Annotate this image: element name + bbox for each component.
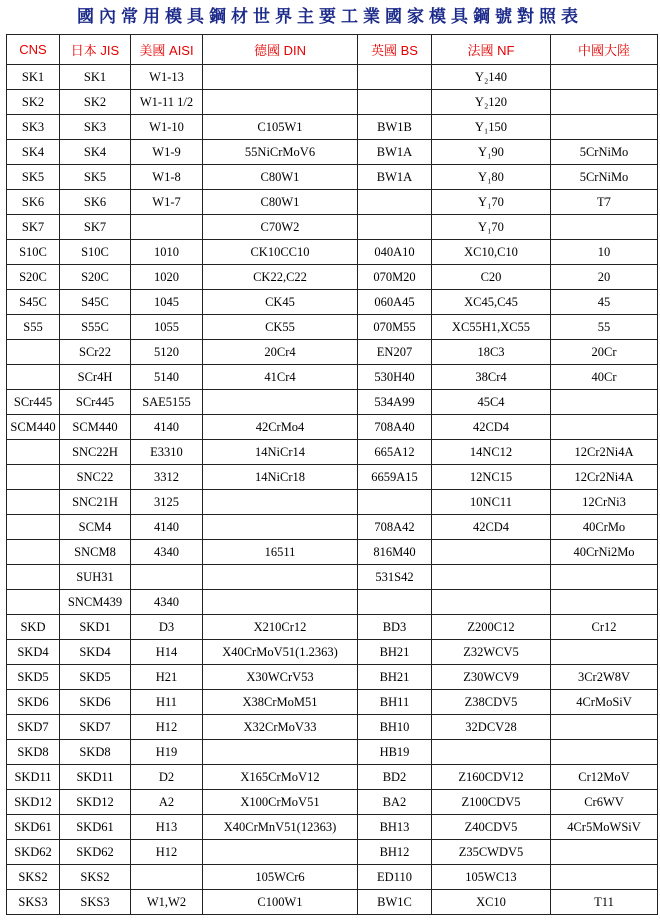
cell-aisi: 4140	[131, 515, 203, 540]
cell-bs: 070M20	[358, 265, 432, 290]
cell-aisi: A2	[131, 790, 203, 815]
cell-jis: SKD12	[60, 790, 131, 815]
cell-cns: S55	[7, 315, 60, 340]
cell-bs: 530H40	[358, 365, 432, 390]
cell-din: 20Cr4	[203, 340, 358, 365]
cell-china: Cr12	[551, 615, 658, 640]
table-row	[7, 515, 658, 540]
cell-china: 10	[551, 240, 658, 265]
cell-china	[551, 590, 658, 615]
cell-din: X30WCrV53	[203, 665, 358, 690]
table-row	[7, 65, 658, 90]
cell-jis: SNC22H	[60, 440, 131, 465]
table-row	[7, 265, 658, 290]
header-china: 中國大陸	[551, 35, 658, 65]
cell-aisi: 4340	[131, 540, 203, 565]
cell-cns: SKD	[7, 615, 60, 640]
cell-jis: SKD62	[60, 840, 131, 865]
cell-nf: XC55H1,XC55	[432, 315, 551, 340]
cell-din: 16511	[203, 540, 358, 565]
cell-din	[203, 565, 358, 590]
cell-china: T7	[551, 190, 658, 215]
cell-cns	[7, 440, 60, 465]
table-row	[7, 415, 658, 440]
table-row	[7, 340, 658, 365]
header-din: 德國 DIN	[203, 35, 358, 65]
cell-aisi: D2	[131, 765, 203, 790]
cell-china	[551, 840, 658, 865]
cell-bs: BD2	[358, 765, 432, 790]
cell-bs: BW1C	[358, 890, 432, 915]
cell-jis: SKD6	[60, 690, 131, 715]
table-row	[7, 90, 658, 115]
cell-nf: 14NC12	[432, 440, 551, 465]
cell-aisi: 4140	[131, 415, 203, 440]
cell-jis: SKD4	[60, 640, 131, 665]
cell-bs: BH12	[358, 840, 432, 865]
cell-jis: SKD11	[60, 765, 131, 790]
cell-din: 105WCr6	[203, 865, 358, 890]
cell-nf: XC45,C45	[432, 290, 551, 315]
cell-nf: C20	[432, 265, 551, 290]
cell-china: 20Cr	[551, 340, 658, 365]
cell-aisi: W1-11 1/2	[131, 90, 203, 115]
cell-cns: S45C	[7, 290, 60, 315]
header-bs: 英國 BS	[358, 35, 432, 65]
cell-cns	[7, 465, 60, 490]
cell-nf: Z100CDV5	[432, 790, 551, 815]
cell-aisi: 1020	[131, 265, 203, 290]
cell-china: 55	[551, 315, 658, 340]
cell-din	[203, 840, 358, 865]
cell-cns	[7, 540, 60, 565]
cell-cns: SKD12	[7, 790, 60, 815]
cell-cns	[7, 490, 60, 515]
cell-din: 14NiCr18	[203, 465, 358, 490]
cell-cns: SK6	[7, 190, 60, 215]
cell-aisi: H11	[131, 690, 203, 715]
cell-jis: SNCM439	[60, 590, 131, 615]
cell-aisi: SAE5155	[131, 390, 203, 415]
table-row	[7, 565, 658, 590]
cell-aisi: 4340	[131, 590, 203, 615]
cell-din	[203, 590, 358, 615]
cell-bs: 070M55	[358, 315, 432, 340]
page-title: 國內常用模具鋼材世界主要工業國家模具鋼號對照表	[77, 7, 583, 27]
cell-din: C80W1	[203, 190, 358, 215]
cell-cns: SK2	[7, 90, 60, 115]
table-row	[7, 440, 658, 465]
cell-china: 12Cr2Ni4A	[551, 465, 658, 490]
cell-nf: 42CD4	[432, 515, 551, 540]
cell-aisi: H13	[131, 815, 203, 840]
cell-bs: BW1B	[358, 115, 432, 140]
cell-bs: BH11	[358, 690, 432, 715]
cell-jis: S55C	[60, 315, 131, 340]
cell-china: 12Cr2Ni4A	[551, 440, 658, 465]
cell-din: C105W1	[203, 115, 358, 140]
cell-china	[551, 565, 658, 590]
cell-jis: SCr22	[60, 340, 131, 365]
cell-cns: SK3	[7, 115, 60, 140]
cell-cns: SKD6	[7, 690, 60, 715]
cell-china: 5CrNiMo	[551, 165, 658, 190]
cell-bs: BH21	[358, 665, 432, 690]
cell-bs: 534A99	[358, 390, 432, 415]
table-row	[7, 815, 658, 840]
cell-nf: Z160CDV12	[432, 765, 551, 790]
cell-din: CK22,C22	[203, 265, 358, 290]
cell-bs: BW1A	[358, 140, 432, 165]
cell-din	[203, 740, 358, 765]
cell-china: 4Cr5MoWSiV	[551, 815, 658, 840]
table-row	[7, 190, 658, 215]
cell-bs: 665A12	[358, 440, 432, 465]
cell-aisi: W1-8	[131, 165, 203, 190]
cell-nf	[432, 565, 551, 590]
table-row	[7, 640, 658, 665]
cell-china	[551, 390, 658, 415]
cell-china: 40CrMo	[551, 515, 658, 540]
cell-cns: SKD4	[7, 640, 60, 665]
cell-nf	[432, 540, 551, 565]
cell-cns: SK7	[7, 215, 60, 240]
header-aisi: 美國 AISI	[131, 35, 203, 65]
cell-china	[551, 640, 658, 665]
cell-jis: S10C	[60, 240, 131, 265]
cell-nf: XC10	[432, 890, 551, 915]
cell-din: X210Cr12	[203, 615, 358, 640]
cell-aisi: 3312	[131, 465, 203, 490]
cell-nf: Z200C12	[432, 615, 551, 640]
cell-aisi	[131, 565, 203, 590]
cell-jis: SCr445	[60, 390, 131, 415]
cell-china: T11	[551, 890, 658, 915]
cell-cns	[7, 565, 60, 590]
cell-bs: 531S42	[358, 565, 432, 590]
cell-jis: SK3	[60, 115, 131, 140]
cell-bs: 708A42	[358, 515, 432, 540]
cell-china: 12CrNi3	[551, 490, 658, 515]
cell-aisi: H14	[131, 640, 203, 665]
cell-china	[551, 90, 658, 115]
cell-cns: SKD11	[7, 765, 60, 790]
cell-cns	[7, 340, 60, 365]
table-row	[7, 840, 658, 865]
table-row	[7, 365, 658, 390]
table-row	[7, 390, 658, 415]
cell-china	[551, 740, 658, 765]
cell-jis: SKD1	[60, 615, 131, 640]
cell-china: 20	[551, 265, 658, 290]
cell-aisi	[131, 865, 203, 890]
table-body	[7, 65, 658, 915]
cell-din: 14NiCr14	[203, 440, 358, 465]
cell-jis: S45C	[60, 290, 131, 315]
cell-din: X100CrMoV51	[203, 790, 358, 815]
cell-bs: EN207	[358, 340, 432, 365]
cell-bs: BW1A	[358, 165, 432, 190]
cell-nf: Y₁80	[432, 165, 551, 190]
cell-aisi: W1-10	[131, 115, 203, 140]
cell-bs: BA2	[358, 790, 432, 815]
cell-din: X40CrMnV51(12363)	[203, 815, 358, 840]
cell-nf: 12NC15	[432, 465, 551, 490]
cell-din: CK10CC10	[203, 240, 358, 265]
cell-din: X40CrMoV51(1.2363)	[203, 640, 358, 665]
cell-china	[551, 415, 658, 440]
table-row	[7, 890, 658, 915]
cell-cns: SKD8	[7, 740, 60, 765]
cell-din: C70W2	[203, 215, 358, 240]
cell-din: 42CrMo4	[203, 415, 358, 440]
cell-aisi: D3	[131, 615, 203, 640]
table-row	[7, 765, 658, 790]
cell-bs: BH21	[358, 640, 432, 665]
cell-china: 5CrNiMo	[551, 140, 658, 165]
cell-nf: Y₁150	[432, 115, 551, 140]
cell-china: 40CrNi2Mo	[551, 540, 658, 565]
cell-cns: SKS2	[7, 865, 60, 890]
cell-china	[551, 65, 658, 90]
cell-nf: Y₁70	[432, 190, 551, 215]
cell-jis: SKS3	[60, 890, 131, 915]
cell-jis: SCM440	[60, 415, 131, 440]
cell-bs: BD3	[358, 615, 432, 640]
table-row	[7, 665, 658, 690]
cell-bs	[358, 190, 432, 215]
table-row	[7, 790, 658, 815]
cell-jis: SK6	[60, 190, 131, 215]
table-row	[7, 315, 658, 340]
cell-jis: SCM4	[60, 515, 131, 540]
cell-nf: 105WC13	[432, 865, 551, 890]
cell-aisi	[131, 215, 203, 240]
cell-china: Cr6WV	[551, 790, 658, 815]
cell-nf: 45C4	[432, 390, 551, 415]
cell-cns: SKD62	[7, 840, 60, 865]
header-jis: 日本 JIS	[60, 35, 131, 65]
cell-nf: 38Cr4	[432, 365, 551, 390]
cell-jis: SNCM8	[60, 540, 131, 565]
cell-aisi: 1045	[131, 290, 203, 315]
cell-aisi: H19	[131, 740, 203, 765]
cell-bs: 040A10	[358, 240, 432, 265]
cell-nf	[432, 590, 551, 615]
steel-grade-table	[6, 34, 658, 915]
cell-din: X38CrMoM51	[203, 690, 358, 715]
cell-aisi: H21	[131, 665, 203, 690]
cell-jis: SK2	[60, 90, 131, 115]
cell-cns	[7, 590, 60, 615]
cell-jis: SKD7	[60, 715, 131, 740]
cell-cns: S20C	[7, 265, 60, 290]
cell-nf: XC10,C10	[432, 240, 551, 265]
cell-nf: 18C3	[432, 340, 551, 365]
table-row	[7, 240, 658, 265]
cell-nf: 32DCV28	[432, 715, 551, 740]
cell-bs	[358, 490, 432, 515]
cell-nf: Z38CDV5	[432, 690, 551, 715]
cell-jis: SNC22	[60, 465, 131, 490]
cell-nf: Y₂120	[432, 90, 551, 115]
cell-bs	[358, 65, 432, 90]
cell-aisi: H12	[131, 840, 203, 865]
cell-aisi: 3125	[131, 490, 203, 515]
cell-bs: BH10	[358, 715, 432, 740]
cell-china: 4CrMoSiV	[551, 690, 658, 715]
cell-din	[203, 90, 358, 115]
cell-cns: SK5	[7, 165, 60, 190]
table-header-row	[7, 35, 658, 65]
cell-jis: SKD8	[60, 740, 131, 765]
cell-nf: Z30WCV9	[432, 665, 551, 690]
cell-bs	[358, 215, 432, 240]
cell-cns: S10C	[7, 240, 60, 265]
table-row	[7, 465, 658, 490]
table-row	[7, 865, 658, 890]
cell-bs: 708A40	[358, 415, 432, 440]
cell-jis: SKS2	[60, 865, 131, 890]
header-nf: 法國 NF	[432, 35, 551, 65]
cell-jis: SKD61	[60, 815, 131, 840]
cell-china: Cr12MoV	[551, 765, 658, 790]
cell-jis: SNC21H	[60, 490, 131, 515]
cell-din	[203, 65, 358, 90]
table-row	[7, 590, 658, 615]
table-row	[7, 290, 658, 315]
cell-bs: BH13	[358, 815, 432, 840]
cell-aisi: W1-9	[131, 140, 203, 165]
cell-jis: SUH31	[60, 565, 131, 590]
cell-jis: SK4	[60, 140, 131, 165]
cell-din: C80W1	[203, 165, 358, 190]
cell-aisi: W1-13	[131, 65, 203, 90]
cell-cns	[7, 515, 60, 540]
cell-din: CK55	[203, 315, 358, 340]
table-row	[7, 740, 658, 765]
cell-bs: 060A45	[358, 290, 432, 315]
cell-nf: Z40CDV5	[432, 815, 551, 840]
cell-din	[203, 390, 358, 415]
cell-cns: SCM440	[7, 415, 60, 440]
table-row	[7, 140, 658, 165]
table-row	[7, 540, 658, 565]
cell-cns: SKD7	[7, 715, 60, 740]
cell-nf	[432, 740, 551, 765]
cell-bs	[358, 590, 432, 615]
cell-bs	[358, 90, 432, 115]
cell-jis: SK1	[60, 65, 131, 90]
table-row	[7, 215, 658, 240]
cell-nf: Z35CWDV5	[432, 840, 551, 865]
cell-china: 45	[551, 290, 658, 315]
cell-aisi: 5120	[131, 340, 203, 365]
cell-cns: SKS3	[7, 890, 60, 915]
cell-din: X32CrMoV33	[203, 715, 358, 740]
cell-aisi: 5140	[131, 365, 203, 390]
cell-cns: SKD5	[7, 665, 60, 690]
cell-aisi: W1,W2	[131, 890, 203, 915]
cell-aisi: 1010	[131, 240, 203, 265]
cell-cns: SKD61	[7, 815, 60, 840]
cell-cns: SCr445	[7, 390, 60, 415]
cell-china	[551, 115, 658, 140]
cell-aisi: E3310	[131, 440, 203, 465]
cell-aisi: W1-7	[131, 190, 203, 215]
cell-china: 40Cr	[551, 365, 658, 390]
cell-din	[203, 515, 358, 540]
table-row	[7, 165, 658, 190]
cell-jis: SCr4H	[60, 365, 131, 390]
cell-din: 41Cr4	[203, 365, 358, 390]
header-cns: CNS	[7, 35, 60, 65]
cell-nf: Y₁70	[432, 215, 551, 240]
table-row	[7, 715, 658, 740]
table-row	[7, 490, 658, 515]
table-row	[7, 690, 658, 715]
cell-china	[551, 865, 658, 890]
cell-bs: 816M40	[358, 540, 432, 565]
cell-china: 3Cr2W8V	[551, 665, 658, 690]
cell-nf: 42CD4	[432, 415, 551, 440]
cell-nf: 10NC11	[432, 490, 551, 515]
cell-nf: Y₁90	[432, 140, 551, 165]
table-row	[7, 615, 658, 640]
cell-bs: 6659A15	[358, 465, 432, 490]
cell-jis: SK7	[60, 215, 131, 240]
cell-jis: SK5	[60, 165, 131, 190]
cell-jis: S20C	[60, 265, 131, 290]
cell-bs: ED110	[358, 865, 432, 890]
cell-nf: Z32WCV5	[432, 640, 551, 665]
cell-aisi: H12	[131, 715, 203, 740]
cell-din: CK45	[203, 290, 358, 315]
cell-china	[551, 215, 658, 240]
cell-din: X165CrMoV12	[203, 765, 358, 790]
cell-nf: Y₂140	[432, 65, 551, 90]
cell-din	[203, 490, 358, 515]
cell-china	[551, 715, 658, 740]
cell-cns: SK1	[7, 65, 60, 90]
cell-cns	[7, 365, 60, 390]
cell-cns: SK4	[7, 140, 60, 165]
table-row	[7, 115, 658, 140]
cell-jis: SKD5	[60, 665, 131, 690]
cell-aisi: 1055	[131, 315, 203, 340]
cell-din: C100W1	[203, 890, 358, 915]
cell-din: 55NiCrMoV6	[203, 140, 358, 165]
cell-bs: HB19	[358, 740, 432, 765]
